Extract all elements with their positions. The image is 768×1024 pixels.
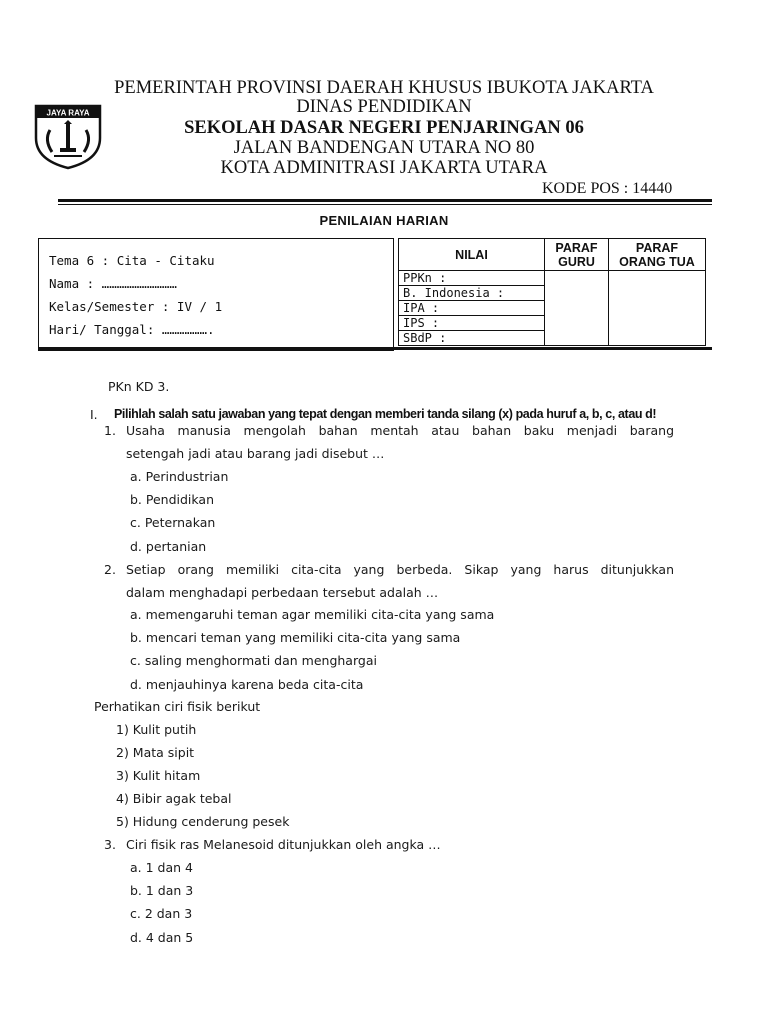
info-bottom-rule <box>38 347 712 350</box>
ciri-item-2: 2) Mata sipit <box>116 745 195 760</box>
info-hari-tanggal: Hari/ Tanggal: ………………. <box>49 322 215 337</box>
subject-ipa: IPA : <box>399 301 545 316</box>
roman-numeral: I. <box>90 407 98 422</box>
q1-option-b: b. Pendidikan <box>130 492 215 507</box>
info-nama: Nama : ………………………… <box>49 276 177 291</box>
q3-option-d: d. 4 dan 5 <box>130 930 194 945</box>
instruction-text: Pilihlah salah satu jawaban yang tepat dengan memberi tanda silang (x) pada huruf a, b, c, atau d! <box>114 407 657 421</box>
section-label: PKn KD 3. <box>108 379 170 394</box>
ciri-item-3: 3) Kulit hitam <box>116 768 201 783</box>
question-3-line1: Ciri fisik ras Melanesoid ditunjukkan oleh angka … <box>126 837 441 852</box>
q2-option-a: a. memengaruhi teman agar memiliki cita-cita yang sama <box>130 607 495 622</box>
question-1-line1: Usaha manusia mengolah bahan mentah atau bahan baku menjadi barang <box>126 423 674 438</box>
header-city: KOTA ADMINITRASI JAKARTA UTARA <box>220 158 548 178</box>
student-info-box <box>38 238 394 351</box>
q1-option-a: a. Perindustrian <box>130 469 229 484</box>
paraf-guru-line2: GURU <box>558 254 595 269</box>
header-department: DINAS PENDIDIKAN <box>296 97 472 117</box>
q3-option-c: c. 2 dan 3 <box>130 906 193 921</box>
page-title: PENILAIAN HARIAN <box>319 213 449 228</box>
info-kelas-semester: Kelas/Semester : IV / 1 <box>49 299 223 314</box>
header-paraf-orang-tua <box>609 239 706 271</box>
score-table <box>398 238 706 346</box>
header-paraf-guru <box>545 239 609 271</box>
header-postal-code: KODE POS : 14440 <box>542 180 673 197</box>
ciri-item-5: 5) Hidung cenderung pesek <box>116 814 290 829</box>
paraf-guru-line1: PARAF <box>555 240 598 255</box>
header-government: PEMERINTAH PROVINSI DAERAH KHUSUS IBUKOTA JAKARTA <box>114 78 654 98</box>
question-2-number: 2. <box>104 562 116 577</box>
header-divider-thin <box>58 204 712 205</box>
header-school-name: SEKOLAH DASAR NEGERI PENJARINGAN 06 <box>184 118 584 138</box>
q1-option-c: c. Peternakan <box>130 515 216 530</box>
ciri-item-4: 4) Bibir agak tebal <box>116 791 232 806</box>
paraf-ortu-line2: ORANG TUA <box>619 254 695 269</box>
paraf-orang-tua-cell <box>609 271 706 346</box>
q1-option-d: d. pertanian <box>130 539 207 554</box>
logo-motto: JAYA RAYA <box>46 108 90 118</box>
q3-option-b: b. 1 dan 3 <box>130 883 194 898</box>
subject-ppkn: PPKn : <box>399 271 545 286</box>
q2-option-d: d. menjauhinya karena beda cita-cita <box>130 677 364 692</box>
subject-sbdp: SBdP : <box>399 331 545 346</box>
paraf-guru-cell <box>545 271 609 346</box>
header-divider-thick <box>58 199 712 202</box>
question-1-number: 1. <box>104 423 116 438</box>
ciri-item-1: 1) Kulit putih <box>116 722 197 737</box>
question-1-line2: setengah jadi atau barang jadi disebut … <box>126 446 385 461</box>
paraf-ortu-line1: PARAF <box>635 240 679 255</box>
question-3-number: 3. <box>104 837 116 852</box>
q3-option-a: a. 1 dan 4 <box>130 860 193 875</box>
q2-option-b: b. mencari teman yang memiliki cita-cita yang sama <box>130 630 461 645</box>
question-2-line2: dalam menghadapi perbedaan tersebut adalah … <box>126 585 439 600</box>
info-tema: Tema 6 : Cita - Citaku <box>49 253 215 268</box>
subject-ips: IPS : <box>399 316 545 331</box>
header-address: JALAN BANDENGAN UTARA NO 80 <box>233 138 535 158</box>
q2-option-c: c. saling menghormati dan menghargai <box>130 653 377 668</box>
header-nilai: NILAI <box>399 239 545 271</box>
question-2-line1: Setiap orang memiliki cita-cita yang berbeda. Sikap yang harus ditunjukkan <box>126 562 674 577</box>
subject-bindonesia: B. Indonesia : <box>399 286 545 301</box>
observe-prompt: Perhatikan ciri fisik berikut <box>94 699 261 714</box>
